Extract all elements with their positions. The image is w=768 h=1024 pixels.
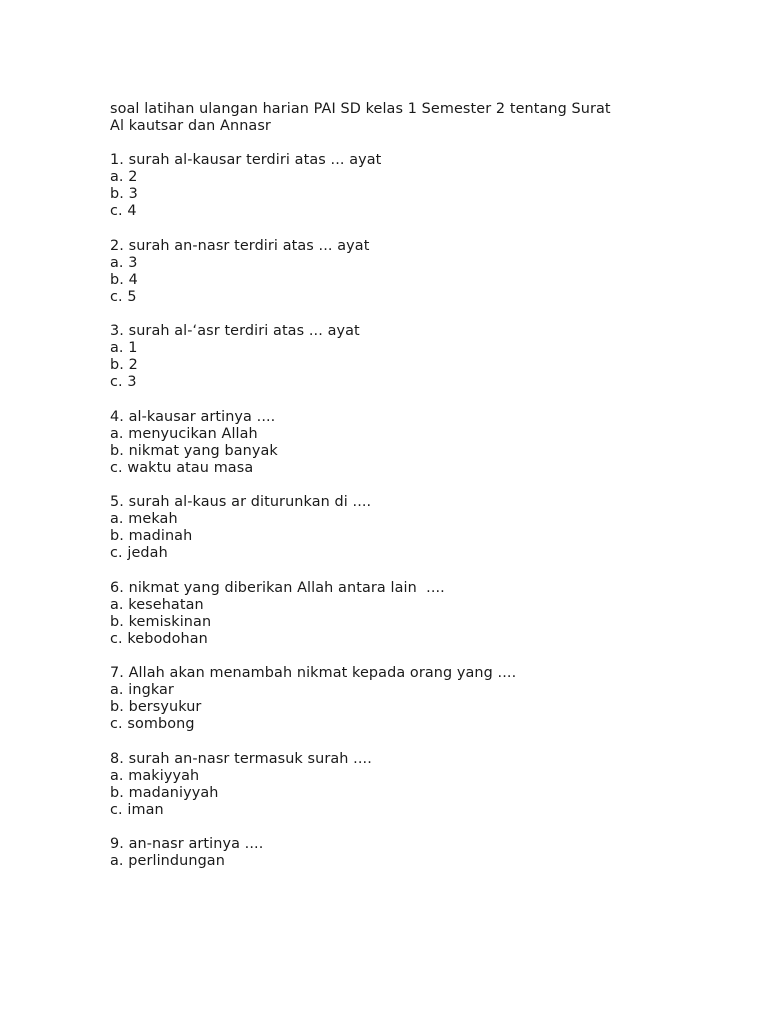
option-b: b. bersyukur: [110, 699, 202, 715]
option-b: b. madinah: [110, 528, 193, 544]
option-c: c. 3: [110, 374, 137, 390]
question-text: 6. nikmat yang diberikan Allah antara lain ....: [110, 579, 445, 596]
option-a: a. 3: [110, 254, 138, 271]
question-8: [110, 751, 710, 819]
question-text: 3. surah al-‘asr terdiri atas ... ayat: [110, 323, 360, 339]
option-a: a. kesehatan: [110, 596, 204, 613]
question-text: 8. surah an-nasr termasuk surah ....: [110, 750, 372, 767]
title-line-1: soal latihan ulangan harian PAI SD kelas 1 Semester 2 tentang Surat: [110, 101, 611, 117]
question-2: [110, 238, 710, 306]
option-b: b. 3: [110, 186, 138, 202]
option-c: c. jedah: [110, 545, 168, 561]
option-a: a. 1: [110, 340, 138, 356]
question-text: 5. surah al-kaus ar diturunkan di ....: [110, 494, 372, 510]
question-text: 2. surah an-nasr terdiri atas ... ayat: [110, 237, 370, 254]
option-c: c. sombong: [110, 716, 195, 732]
title-line-2: Al kautsar dan Annasr: [110, 118, 271, 134]
question-5: [110, 494, 710, 562]
question-3: [110, 323, 710, 391]
document-title: [110, 101, 710, 135]
option-a: a. menyucikan Allah: [110, 425, 258, 442]
option-b: b. 4: [110, 271, 138, 288]
option-a: a. ingkar: [110, 682, 174, 698]
question-1: [110, 152, 710, 220]
option-a: a. makiyyah: [110, 767, 200, 784]
question-6: [110, 580, 710, 648]
option-a: a. 2: [110, 169, 138, 185]
option-b: b. kemiskinan: [110, 613, 212, 630]
option-c: c. 4: [110, 203, 137, 219]
option-c: c. 5: [110, 288, 137, 305]
question-text: 7. Allah akan menambah nikmat kepada orang yang ....: [110, 665, 517, 681]
option-a: a. mekah: [110, 511, 178, 527]
option-b: b. nikmat yang banyak: [110, 442, 278, 459]
option-c: c. waktu atau masa: [110, 459, 254, 476]
option-a: a. perlindungan: [110, 853, 225, 869]
question-text: 9. an-nasr artinya ....: [110, 836, 264, 852]
document-page: [110, 101, 710, 888]
option-c: c. kebodohan: [110, 630, 208, 647]
option-b: b. madaniyyah: [110, 784, 219, 801]
question-text: 1. surah al-kausar terdiri atas ... ayat: [110, 152, 382, 168]
option-c: c. iman: [110, 801, 164, 818]
question-4: [110, 409, 710, 477]
question-7: [110, 665, 710, 733]
option-b: b. 2: [110, 357, 138, 373]
question-text: 4. al-kausar artinya ....: [110, 408, 276, 425]
question-9: [110, 836, 710, 870]
